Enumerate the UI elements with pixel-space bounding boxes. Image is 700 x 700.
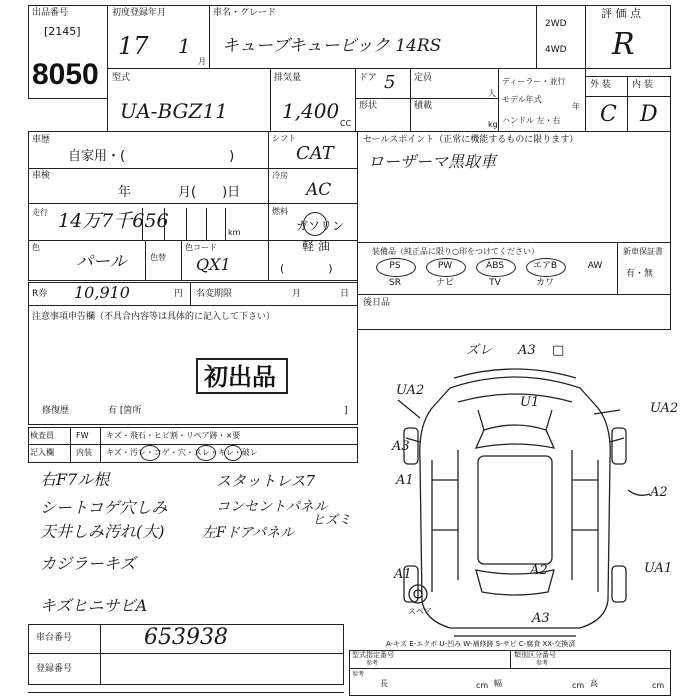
legend-circle-2 <box>196 445 216 461</box>
reg-no-box <box>28 653 344 685</box>
shift-value: CAT <box>296 143 334 164</box>
type-value: UA-BGZ11 <box>120 99 228 123</box>
first-listing-stamp <box>196 358 288 394</box>
note-line-3-right: ヒズミ <box>312 513 352 528</box>
diagram-mark-11: A1 <box>394 567 412 582</box>
note-line-5: キズヒニサビA <box>40 596 148 615</box>
equipment-item-sr: SR <box>389 278 401 288</box>
dim-width: 幅 <box>494 679 502 688</box>
drive-4wd: 4WD <box>545 45 567 55</box>
wheel-rr <box>612 566 626 602</box>
fuel-gas: ガソリン <box>296 219 345 233</box>
diagram-mark-8: A1 <box>396 473 414 488</box>
rating-value: R <box>612 27 635 62</box>
int-legend: キズ・汚レ・コゲ・穴・スレ・キレ・破レ <box>106 448 258 457</box>
note-line-3-mid: 左Fドアパネル <box>202 525 295 541</box>
equipment-item-abs: ABS <box>486 261 504 271</box>
valid-day: 日 <box>340 289 350 299</box>
repair-label: 修復歴 <box>42 406 70 416</box>
ac-value: AC <box>306 180 332 200</box>
equipment-item-カワ: カワ <box>535 278 554 288</box>
handle-label: ハンドル 左・右 <box>502 116 561 125</box>
capacity-label: 定員 <box>414 73 433 83</box>
warranty-label: 新車保証書 <box>623 247 663 256</box>
year-suffix: 年 <box>572 102 580 111</box>
diagram-mark-7: A3 <box>392 439 410 454</box>
repair-value: 有 [箇所 <box>108 406 142 416</box>
inspection-month: 月( )日 <box>178 185 241 200</box>
history-value: 自家用・( ) <box>68 149 235 164</box>
reg-label: 初度登録年月 <box>112 8 167 18</box>
valid-label: 名変期限 <box>196 289 233 299</box>
equipment-item-pw: PW <box>437 261 453 271</box>
diagram-mark-3: □ <box>552 343 565 358</box>
repaint-label: 色替 <box>150 253 166 262</box>
lot-number: 8050 <box>32 58 99 91</box>
valid-month: 月 <box>292 289 302 299</box>
color-code-label: 色コード <box>185 243 217 252</box>
legend-codes: A-キズ E-エクボ U-凹み W-補修跡 S-サビ C-腐食 XX-交換済 <box>386 640 576 648</box>
ext-grade: C <box>600 102 617 127</box>
cc-unit: CC <box>340 119 352 128</box>
int-grade: D <box>640 102 658 127</box>
mileage-value: 14万7千656 <box>58 210 169 232</box>
class-ref: 参考 <box>536 660 549 667</box>
dim-width-unit: cm <box>572 681 585 690</box>
inspector-label: 検査員 <box>30 431 54 440</box>
equipment-item-エアb: エアB <box>532 261 558 271</box>
diagram-mark-1: ズレ <box>466 343 493 358</box>
int-label: 内 装 <box>632 80 653 90</box>
diagram-mark-10: A2 <box>530 563 548 578</box>
warranty-value: 有・無 <box>626 269 654 279</box>
model-year-label: モデル年式 <box>502 95 542 104</box>
equipment-circle-エアb <box>526 258 566 277</box>
ext-label: 外 装 <box>590 80 611 90</box>
diagram-mark-13: A3 <box>532 611 550 626</box>
km-unit: km <box>228 228 241 237</box>
fuel-paren: ( ) <box>280 262 333 275</box>
footer-bottom-rule <box>28 692 344 693</box>
car-outline <box>420 377 611 628</box>
mileage-label: 走行 <box>32 208 48 217</box>
inspection-year: 年 <box>118 185 132 200</box>
diagram-mark-2: A3 <box>518 343 536 358</box>
diagram-mark-4: U1 <box>520 395 540 410</box>
legend-circle-1 <box>140 445 160 461</box>
inspection-label: 車検 <box>32 171 51 181</box>
color-label: 色 <box>32 243 40 252</box>
drive-box <box>536 5 586 69</box>
diagram-mark-9: A2 <box>650 485 668 500</box>
kg-unit: kg <box>488 120 498 129</box>
sales-point-value: ローザーマ黒取車 <box>368 152 497 171</box>
reg-month-suffix: 月 <box>198 57 206 66</box>
int-small-label: 内装 <box>76 448 92 457</box>
fuel-diesel: 軽 油 <box>302 239 330 253</box>
ac-label: 冷房 <box>272 171 288 180</box>
person-unit: 人 <box>488 89 496 98</box>
sales-point-box <box>357 131 671 243</box>
dim-length-unit: cm <box>476 681 489 690</box>
recycle-value: 10,910 <box>74 283 130 302</box>
recycle-label: R券 <box>32 289 48 299</box>
car-diagram <box>358 330 679 650</box>
dim-ref: 参考 <box>352 671 365 678</box>
rating-title: 評 価 点 <box>601 7 641 20</box>
lot-label: 出品番号 <box>32 8 69 18</box>
notes-entry-label: 記入欄 <box>30 448 54 457</box>
rear-seat-label: 後日品 <box>363 298 391 308</box>
dim-length: 長 <box>380 679 388 688</box>
shape-label: 形状 <box>359 101 378 111</box>
rear-box <box>357 294 671 330</box>
fuel-gas-circle <box>303 212 327 236</box>
yen-unit: 円 <box>174 289 184 299</box>
equipment-item-ps: PS <box>389 261 401 271</box>
fuel-label: 燃料 <box>272 207 288 216</box>
reg-year: 17 <box>118 32 149 60</box>
note-line-3-left: 天井しみ汚れ(大) <box>40 522 165 541</box>
model-name: キューブキュービック 14RS <box>222 36 442 56</box>
diagram-mark-14: スペア <box>408 607 432 616</box>
spec-ref: 参考 <box>366 660 379 667</box>
color-value: パール <box>76 252 127 272</box>
load-label: 積載 <box>414 101 433 111</box>
equipment-item-aw: AW <box>587 261 603 271</box>
displacement-label: 排気量 <box>274 73 302 83</box>
diagram-mark-12: UA1 <box>644 561 673 576</box>
note-line-2-left: シートコゲ穴しみ <box>40 498 168 517</box>
repair-close: ] <box>344 406 348 416</box>
color-code-value: QX1 <box>196 255 231 274</box>
equipment-circle-abs <box>476 258 516 277</box>
shift-label: シフト <box>272 134 296 143</box>
note-line-1-left: 右F7ル根 <box>40 470 110 489</box>
notes-label: 注意事項申告欄（不具合内容等は具体的に記入して下さい） <box>32 312 276 322</box>
stamp-text: 初出品 <box>204 362 276 391</box>
chassis-value: 653938 <box>144 625 228 650</box>
equipment-circle-pw <box>426 258 466 277</box>
sales-point-label: セールスポイント（正常に機能するものに限ります） <box>363 135 579 145</box>
displacement-value: 1,400 <box>282 99 340 123</box>
model-label: 車名・グレード <box>213 8 277 18</box>
doors-value: 5 <box>384 72 396 93</box>
note-line-4: カジラーキズ <box>40 554 136 573</box>
note-line-1-right: スタットレス7 <box>216 472 316 490</box>
equipment-item-ナビ: ナビ <box>435 278 454 288</box>
type-label: 型式 <box>112 73 131 83</box>
wheel-fr <box>612 428 626 464</box>
dim-height: 高 <box>590 679 598 688</box>
equipment-item-tv: TV <box>489 278 501 288</box>
dim-height-unit: cm <box>652 681 665 690</box>
spec-no-label: 型式指定番号 <box>352 651 394 659</box>
doors-label: ドア <box>359 73 377 83</box>
legend-circle-3 <box>224 445 242 461</box>
windscreen <box>476 425 554 448</box>
chassis-label: 車台番号 <box>36 633 73 643</box>
fw-legend: キズ・飛石・ヒビ割・リペア跡・×要 <box>106 431 241 440</box>
equipment-label: 装備品（純正品に限り○印をつけてください） <box>372 247 539 256</box>
drive-2wd: 2WD <box>545 19 567 29</box>
diagram-mark-5: UA2 <box>396 383 425 398</box>
reg-month: 1 <box>178 34 191 58</box>
diagram-mark-6: UA2 <box>650 401 679 416</box>
reg-no-label: 登録番号 <box>36 664 73 674</box>
notes-box <box>28 305 358 425</box>
history-label: 車歴 <box>32 135 51 145</box>
lot-sub: [2145] <box>44 25 81 38</box>
class-label: 類別区分番号 <box>514 651 556 659</box>
note-line-2-right: コンセントパネル <box>216 499 328 515</box>
dealer-label: ディーラー・並行 <box>502 77 566 86</box>
equipment-circle-ps <box>376 258 416 277</box>
roof <box>478 456 552 564</box>
fw-label: FW <box>76 431 89 440</box>
